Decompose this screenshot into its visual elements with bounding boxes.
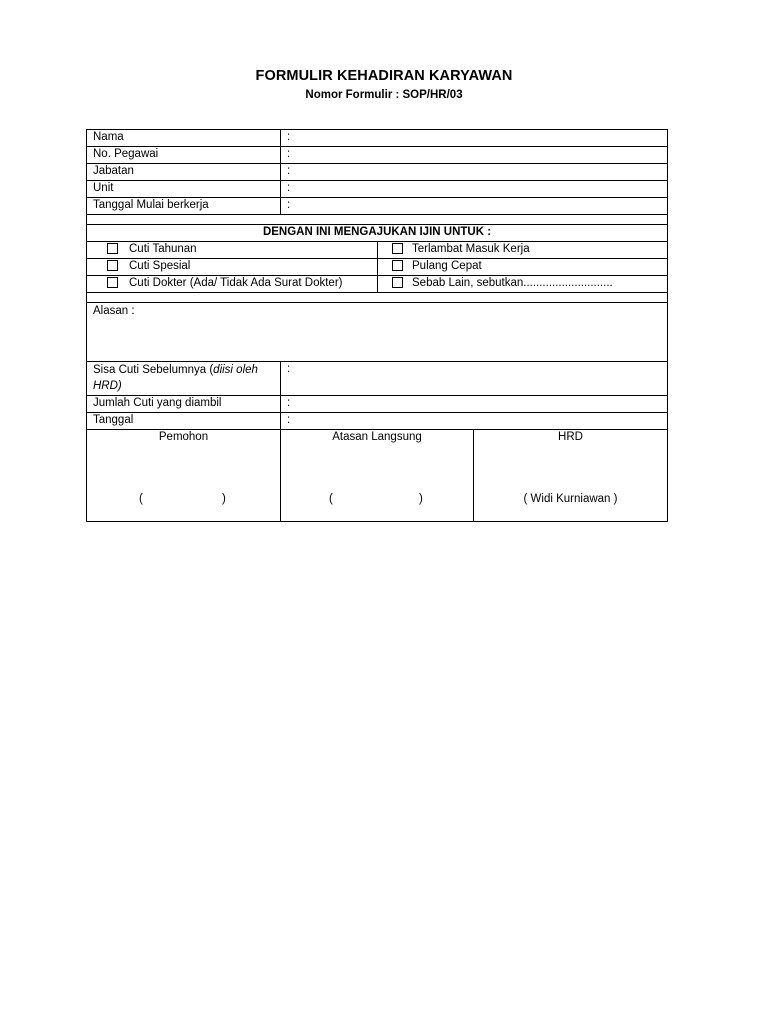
- applicant-close-paren: ): [222, 493, 226, 505]
- remaining-leave-field[interactable]: :: [287, 363, 291, 375]
- unit-label: Unit: [93, 182, 114, 194]
- unit-field[interactable]: :: [287, 182, 291, 194]
- applicant-title: Pemohon: [158, 431, 209, 443]
- option-late-arrival: Terlambat Masuk Kerja: [412, 243, 530, 255]
- form-title: FORMULIR KEHADIRAN KARYAWAN: [255, 68, 513, 84]
- checkbox-late-arrival[interactable]: [392, 243, 403, 254]
- supervisor-title: Atasan Langsung: [332, 431, 422, 443]
- position-label: Jabatan: [93, 165, 134, 177]
- remaining-leave-text: Sisa Cuti Sebelumnya (: [93, 364, 214, 376]
- reason-label: Alasan :: [93, 305, 135, 317]
- position-field[interactable]: :: [287, 165, 291, 177]
- date-label: Tanggal: [93, 414, 134, 426]
- leave-taken-field[interactable]: :: [287, 397, 291, 409]
- request-heading: DENGAN INI MENGAJUKAN IJIN UNTUK :: [262, 226, 492, 238]
- reason-field[interactable]: [87, 320, 667, 360]
- column-divider: [377, 241, 378, 292]
- checkbox-early-leave[interactable]: [392, 260, 403, 271]
- row-divider: [87, 302, 667, 303]
- checkbox-special-leave[interactable]: [107, 260, 118, 271]
- form-number: Nomor Formulir : SOP/HR/03: [305, 89, 463, 101]
- option-annual-leave: Cuti Tahunan: [129, 243, 197, 255]
- hrd-title: HRD: [558, 431, 583, 443]
- applicant-open-paren: (: [139, 493, 143, 505]
- start-date-field[interactable]: :: [287, 199, 291, 211]
- row-divider: [87, 412, 667, 413]
- checkbox-annual-leave[interactable]: [107, 243, 118, 254]
- checkbox-doctor-leave[interactable]: [107, 277, 118, 288]
- row-divider: [87, 146, 667, 147]
- row-divider: [87, 163, 667, 164]
- hrd-signatory-name: ( Widi Kurniawan ): [523, 493, 618, 505]
- option-other-reason: Sebab Lain, sebutkan............................: [412, 277, 613, 289]
- attendance-form: [86, 129, 668, 522]
- row-divider: [87, 214, 667, 215]
- row-divider: [87, 180, 667, 181]
- remaining-leave-note: diisi oleh HRD): [93, 364, 258, 392]
- option-early-leave: Pulang Cepat: [412, 260, 482, 272]
- name-field[interactable]: :: [287, 131, 291, 143]
- name-label: Nama: [93, 131, 124, 143]
- leave-taken-label: Jumlah Cuti yang diambil: [93, 397, 222, 409]
- row-divider: [87, 292, 667, 293]
- checkbox-other-reason[interactable]: [392, 277, 403, 288]
- start-date-label: Tanggal Mulai berkerja: [93, 199, 209, 211]
- option-doctor-leave: Cuti Dokter (Ada/ Tidak Ada Surat Dokter): [129, 277, 343, 289]
- remaining-leave-label: [93, 362, 273, 394]
- option-special-leave: Cuti Spesial: [129, 260, 191, 272]
- column-divider: [280, 130, 281, 214]
- supervisor-open-paren: (: [329, 493, 333, 505]
- employee-number-label: No. Pegawai: [93, 148, 159, 160]
- employee-number-field[interactable]: :: [287, 148, 291, 160]
- date-field[interactable]: :: [287, 414, 291, 426]
- supervisor-close-paren: ): [419, 493, 423, 505]
